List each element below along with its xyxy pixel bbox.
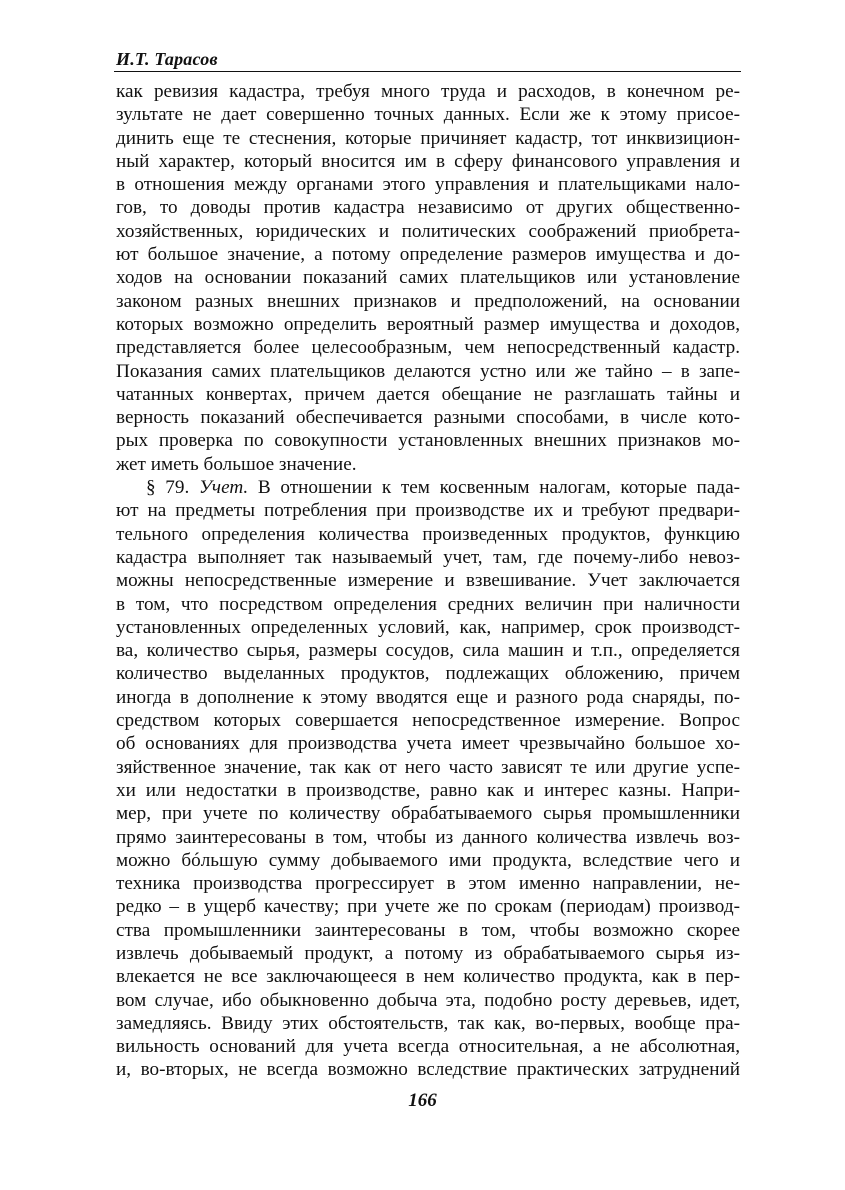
text-line: извлечь добываемый продукт, а потому из обрабатываемого сырья из- — [116, 942, 740, 964]
text-line: прямо заинтересованы в том, чтобы из данного количества извлечь воз- — [116, 826, 740, 848]
text-line: в том, что посредством определения средних величин при наличности — [116, 593, 740, 615]
text-line: установленных определенных условий, как, например, срок производст- — [116, 616, 740, 638]
section-text: В отношении к тем косвенным налогам, которые пада- — [248, 477, 741, 499]
text-line: Показания самих плательщиков делаются устно или же тайно – в запе- — [116, 360, 740, 382]
text-line: ства промышленники заинтересованы в том, чтобы возможно скорее — [116, 919, 740, 941]
text-line: хозяйственных, юридических и политических соображений приобрета- — [116, 220, 740, 242]
text-line: редко – в ущерб качеству; при учете же по срокам (периодам) производ- — [116, 896, 740, 918]
text-line: кадастра выполняет так называемый учет, там, где почему-либо невоз- — [116, 546, 740, 568]
text-line: влекается не все заключающееся в нем количество продукта, как в пер- — [116, 966, 740, 988]
text-line: в отношения между органами этого управления и плательщиками нало- — [116, 174, 740, 196]
section-heading: Учет. — [199, 477, 249, 499]
text-line: ва, количество сырья, размеры сосудов, сила машин и т.п., определяется — [116, 640, 740, 662]
text-line: как ревизия кадастра, требуя много труда и расходов, в конечном ре- — [116, 81, 740, 102]
text-line: ют на предметы потребления при производстве их и требуют предвари- — [116, 500, 740, 522]
text-line: зультате не дает совершенно точных данных. Если же к этому присое- — [116, 104, 740, 126]
text-line: ют большое значение, а потому определение размеров имущества и до- — [116, 244, 740, 266]
text-line: ный характер, который вносится им в сферу финансового управления и — [116, 150, 740, 172]
text-line: вильность оснований для учета всегда относительная, а не абсолютная, — [116, 1036, 740, 1058]
text-line: верность показаний обеспечивается разными способами, в числе кото- — [116, 407, 740, 429]
text-line: замедляясь. Ввиду этих обстоятельств, так как, во-первых, вообще пра- — [116, 1012, 740, 1034]
text-line: хи или недостатки в производстве, равно как и интерес казны. Напри- — [116, 779, 740, 801]
text-line-paragraph-end: жет иметь большое значение. — [116, 453, 357, 475]
text-line: можно бóльшую сумму добываемого ими продукта, вследствие чего и — [116, 849, 740, 871]
text-line: чатанных конвертах, причем дается обещание не разглашать тайны и — [116, 383, 740, 405]
header-rule — [114, 71, 741, 72]
text-line: и, во-вторых, не всегда возможно вследствие практических затруднений — [116, 1059, 740, 1081]
text-line: мер, при учете по количеству обрабатываемого сырья промышленники — [116, 803, 740, 825]
section-number: § 79. — [146, 477, 199, 499]
text-line: гов, то доводы против кадастра независимо от других общественно- — [116, 197, 740, 219]
text-line: иногда в дополнение к этому вводятся еще и разного рода снаряды, по- — [116, 686, 740, 708]
text-line: динить еще те стеснения, которые причиняет кадастр, тот инквизицион- — [116, 127, 740, 149]
text-line: представляется более целесообразным, чем непосредственный кадастр. — [116, 337, 740, 359]
text-line: ходов на основании показаний самих плательщиков или установление — [116, 267, 740, 289]
text-line: законом разных внешних признаков и предположений, на основании — [116, 290, 740, 312]
text-line: об основаниях для производства учета имеет чрезвычайно большое хо- — [116, 733, 740, 755]
page-number: 166 — [408, 1090, 437, 1111]
section-79-first-line — [116, 476, 740, 499]
text-line: можны непосредственные измерение и взвешивание. Учет заключается — [116, 570, 740, 592]
text-line: количество выделанных продуктов, подлежащих обложению, причем — [116, 663, 740, 685]
running-head: И.Т. Тарасов — [116, 49, 218, 69]
text-line: тельного определения количества произведенных продуктов, функцию — [116, 523, 740, 545]
text-line: которых возможно определить вероятный размер имущества и доходов, — [116, 313, 740, 335]
text-line: зяйственное значение, так как от него часто зависят те или другие успе- — [116, 756, 740, 778]
body-text — [116, 80, 740, 1082]
text-line: техника производства прогрессирует в этом именно направлении, не- — [116, 873, 740, 895]
text-line: рых проверка по совокупности установленных внешних признаков мо- — [116, 430, 740, 452]
text-line: средством которых совершается непосредственное измерение. Вопрос — [116, 710, 740, 732]
text-line: вом случае, ибо обыкновенно добыча эта, подобно росту деревьев, идет, — [116, 989, 740, 1011]
